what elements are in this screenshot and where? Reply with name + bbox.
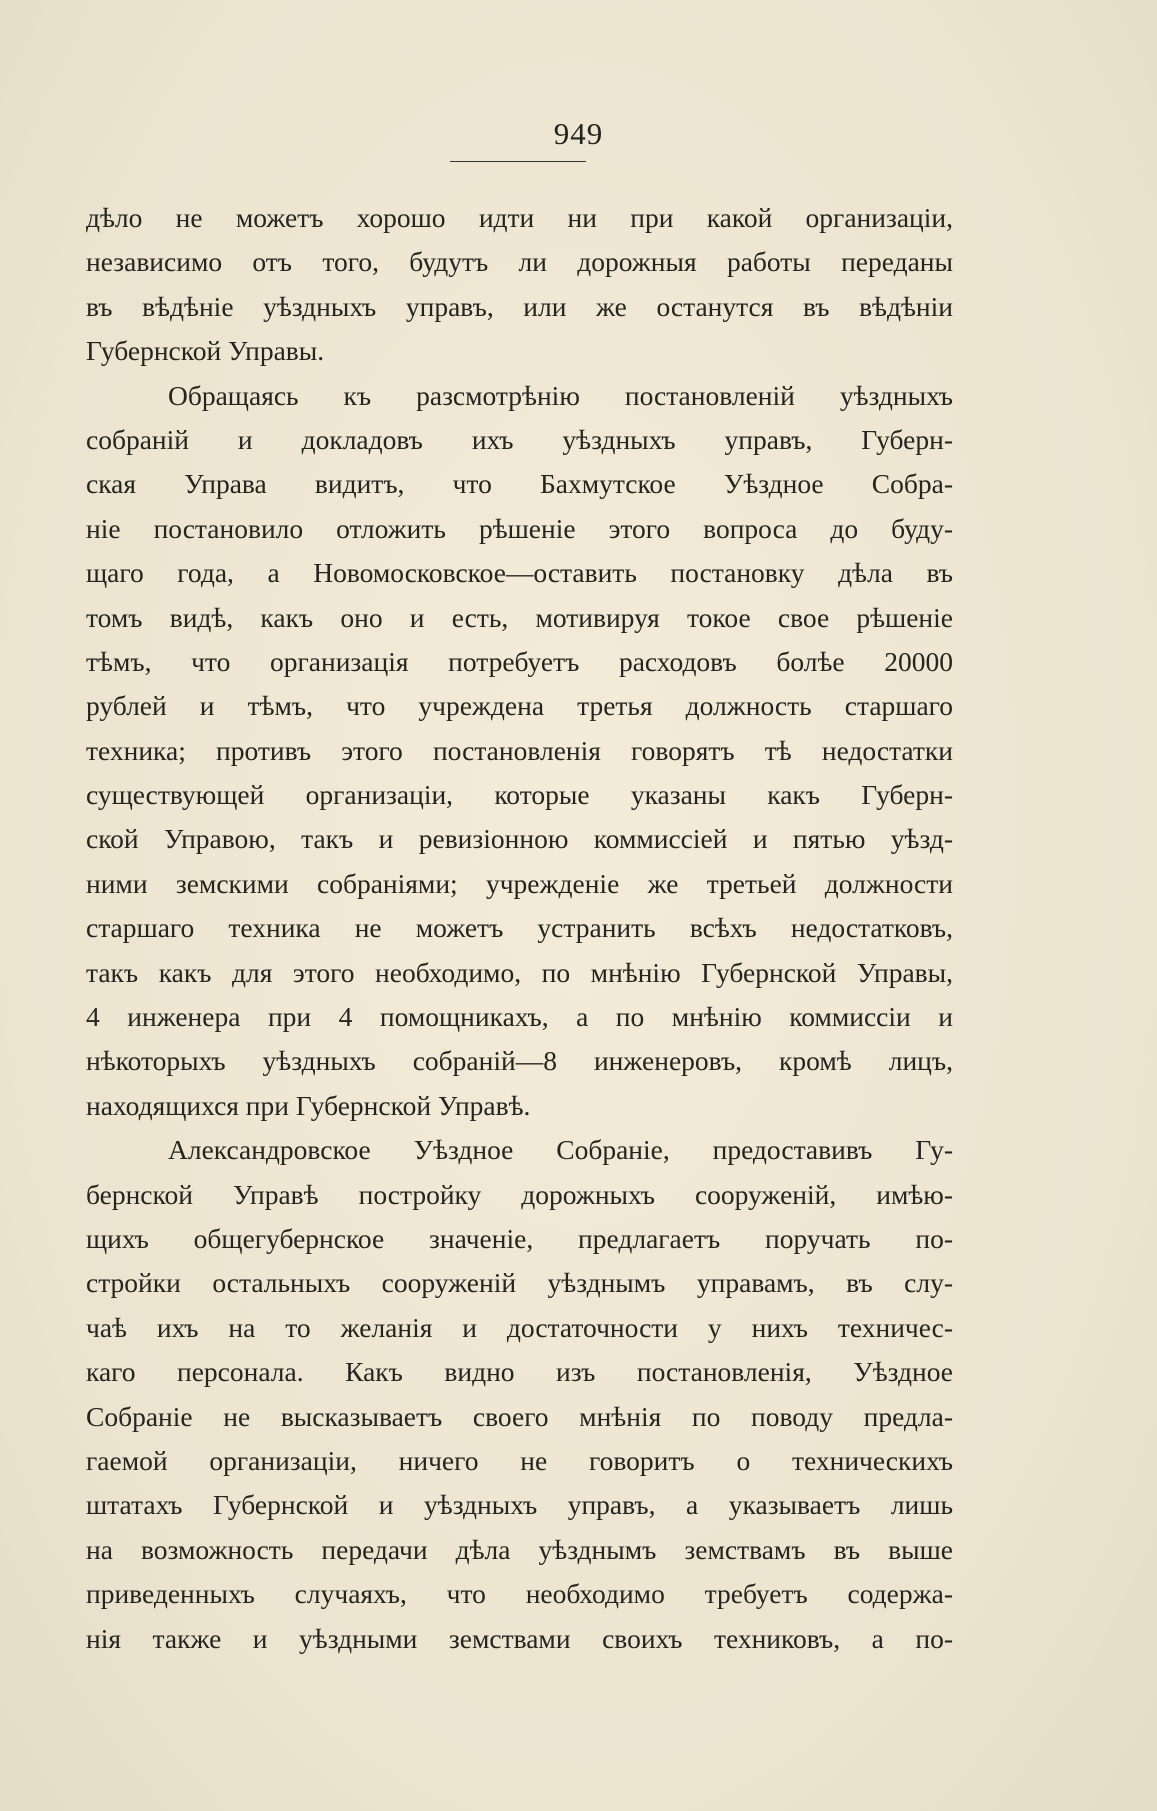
text-line: старшаго техника не можетъ устранить всѣхъ недостатковъ, [86,912,953,944]
text-line: рублей и тѣмъ, что учреждена третья должность старшаго [86,690,953,722]
text-line: гаемой организаціи, ничего не говоритъ о техническихъ [86,1444,953,1476]
text-line: на возможность передачи дѣла уѣзднымъ земствамъ въ выше [86,1533,953,1565]
text-line: Обращаясь къ разсмотрѣнію постановленій уѣздныхъ [168,379,953,411]
text-line: Собраніе не высказываетъ своего мнѣнія по поводу предла- [86,1400,953,1432]
text-line: существующей организаціи, которые указаны какъ Губерн- [86,779,953,811]
text-line: Губернской Управы. [86,335,325,367]
text-line: щихъ общегубернское значеніе, предлагаетъ поручать по- [86,1222,953,1254]
text-line: такъ какъ для этого необходимо, по мнѣнію Губернской Управы, [86,956,953,988]
text-line: приведенныхъ случаяхъ, что необходимо требуетъ содержа- [86,1578,953,1610]
text-line: находящихся при Губернской Управѣ. [86,1089,531,1121]
paragraph [86,374,953,1129]
text-line: чаѣ ихъ на то желанія и достаточности у нихъ техничес- [86,1311,953,1343]
text-line: 4 инженера при 4 помощникахъ, а по мнѣнію коммиссіи и [86,1001,953,1033]
text-line: ской Управою, такъ и ревизіонною коммиссіей и пятью уѣзд- [86,823,953,855]
text-line: стройки остальныхъ сооруженій уѣзднымъ управамъ, въ слу- [86,1267,953,1299]
text-line: дѣло не можетъ хорошо идти ни при какой организаціи, [86,202,953,233]
text-line: техника; противъ этого постановленія говорятъ тѣ недостатки [86,734,953,766]
text-line: бернской Управѣ постройку дорожныхъ сооруженій, имѣю- [86,1178,953,1210]
paragraph [86,196,953,374]
text-line: ская Управа видитъ, что Бахмутское Уѣздное Собра- [86,468,953,500]
text-line: ніе постановило отложить рѣшеніе этого вопроса до буду- [86,512,953,544]
text-line: Александровское Уѣздное Собраніе, предоставивъ Гу- [168,1134,953,1166]
text-line: тѣмъ, что организація потребуетъ расходовъ болѣе 20000 [86,645,953,677]
text-line: въ вѣдѣніе уѣздныхъ управъ, или же останутся въ вѣдѣніи [86,290,953,322]
text-line: нѣкоторыхъ уѣздныхъ собраній—8 инженеровъ, кромѣ лицъ, [86,1045,953,1077]
text-line: нія также и уѣздными земствами своихъ техниковъ, а по- [86,1622,953,1654]
text-line: ними земскими собраніями; учрежденіе же третьей должности [86,867,953,899]
body-text [86,196,953,1661]
text-line: томъ видѣ, какъ оно и есть, мотивируя токое свое рѣшеніе [86,601,953,633]
page-number: 949 [553,116,604,151]
text-line: собраній и докладовъ ихъ уѣздныхъ управъ, Губерн- [86,423,953,455]
text-line: независимо отъ того, будутъ ли дорожныя работы переданы [86,246,953,278]
text-line: щаго года, а Новомосковское—оставить постановку дѣла въ [86,557,953,589]
paragraph [86,1128,953,1661]
page-number-rule [450,161,586,162]
text-line: штатахъ Губернской и уѣздныхъ управъ, а указываетъ лишь [86,1489,953,1521]
text-line: каго персонала. Какъ видно изъ постановленія, Уѣздное [86,1356,953,1388]
